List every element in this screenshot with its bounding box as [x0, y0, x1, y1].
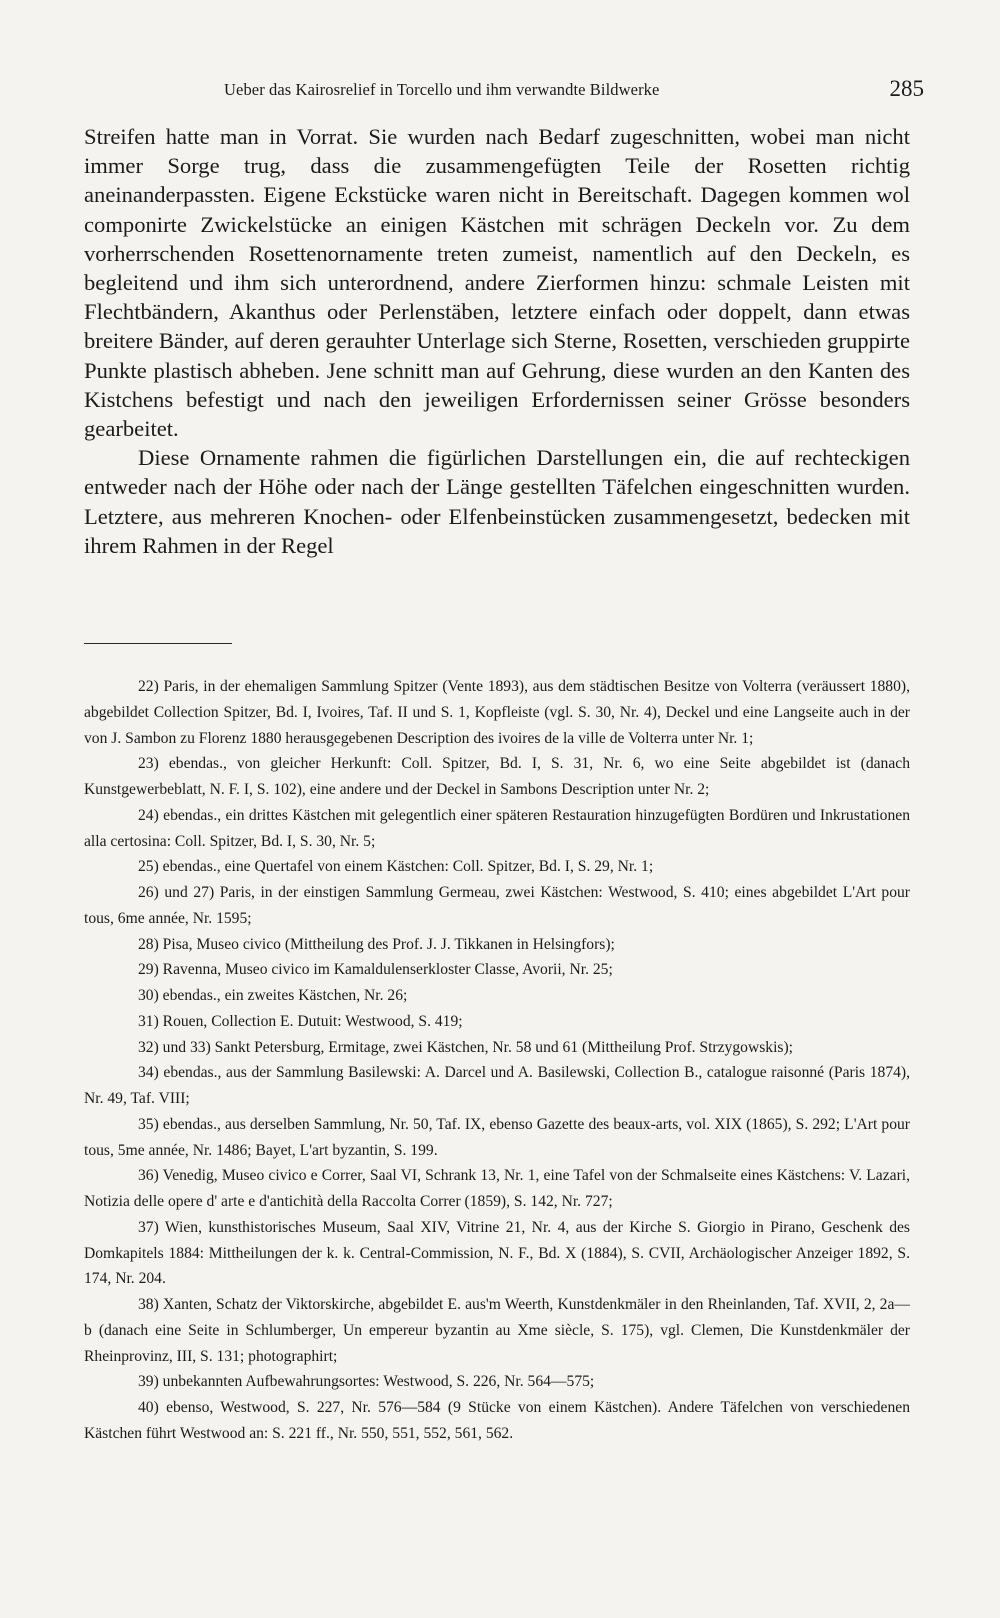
running-header — [84, 78, 924, 106]
page-number: 285 — [889, 76, 924, 101]
footnote: 32) und 33) Sankt Petersburg, Ermitage, zwei Kästchen, Nr. 58 und 61 (Mittheilung Prof. Strzygowskis); — [138, 1038, 793, 1056]
body-paragraph: Diese Ornamente rahmen die figürlichen Darstellungen ein, die auf rechteckigen entweder nach der Höhe oder nach der Länge gestellten Täfelchen eingeschnitten wurden. Letztere, aus mehreren Knochen- oder Elfenbeinstücken zusammengesetzt, bedecken mit ihrem Rahmen in der Regel — [84, 445, 910, 558]
footnote: 23) ebendas., von gleicher Herkunft: Coll. Spitzer, Bd. I, S. 31, Nr. 6, wo eine Seite abgebildet ist (danach Kunstgewerbeblatt, N. F. I, S. 102), eine andere und der Deckel in Sambons Description unter Nr. 2; — [84, 755, 910, 798]
footnote: 36) Venedig, Museo civico e Correr, Saal VI, Schrank 13, Nr. 1, eine Tafel von der Schmalseite eines Kästchens: V. Lazari, Notizia delle opere d' arte e d'antichità della Raccolta Correr (1859), S. 142, Nr. 727; — [84, 1167, 910, 1210]
footnote: 35) ebendas., aus derselben Sammlung, Nr. 50, Taf. IX, ebenso Gazette des beaux-arts, vol. XIX (1865), S. 292; L'Art pour tous, 5me année, Nr. 1486; Bayet, L'art byzantin, S. 199. — [84, 1115, 910, 1159]
footnote: 30) ebendas., ein zweites Kästchen, Nr. 26; — [138, 987, 408, 1004]
footnote: 31) Rouen, Collection E. Dutuit: Westwood, S. 419; — [138, 1012, 463, 1030]
footnote: 37) Wien, kunsthistorisches Museum, Saal XIV, Vitrine 21, Nr. 4, aus der Kirche S. Giorgio in Pirano, Geschenk des Domkapitels 1884: Mittheilungen der k. k. Central-Commission, N. F., Bd. X (1884), S. CVII, Archäologischer Anzeiger 1892, S. 174, Nr. 204. — [84, 1218, 910, 1288]
footnote: 29) Ravenna, Museo civico im Kamaldulenserkloster Classe, Avorii, Nr. 25; — [138, 961, 613, 979]
footnote: 26) und 27) Paris, in der einstigen Sammlung Germeau, zwei Kästchen: Westwood, S. 410; eines abgebildet L'Art pour tous, 6me année, Nr. 1595; — [84, 884, 910, 927]
main-text — [84, 122, 910, 560]
footnote: 24) ebendas., ein drittes Kästchen mit gelegentlich einer späteren Restauration hinzugefügten Bordüren und Inkrustationen alla certosina: Coll. Spitzer, Bd. I, S. 30, Nr. 5; — [84, 806, 910, 850]
footnote: 34) ebendas., aus der Sammlung Basilewski: A. Darcel und A. Basilewski, Collection B., catalogue raisonné (Paris 1874), Nr. 49, Taf. VIII; — [84, 1064, 910, 1107]
footnotes — [84, 674, 910, 1447]
footnote: 38) Xanten, Schatz der Viktorskirche, abgebildet E. aus'm Weerth, Kunstdenkmäler in den Rheinlanden, Taf. XVII, 2, 2a—b (danach eine Seite in Schlumberger, Un empereur byzantin au Xme siècle, S. 175), vgl. Clemen, Die Kunstdenkmäler der Rheinprovinz, III, S. 131; photographirt; — [84, 1296, 910, 1365]
footnote: 28) Pisa, Museo civico (Mittheilung des Prof. J. J. Tikkanen in Helsingfors); — [138, 935, 615, 953]
footnote: 22) Paris, in der ehemaligen Sammlung Spitzer (Vente 1893), aus dem städtischen Besitze von Volterra (veräussert 1880), abgebildet Collection Spitzer, Bd. I, Ivoires, Taf. II und S. 1, Kopfleiste (vgl. S. 30, Nr. 4), Deckel und eine Langseite auch in der von J. Sambon zu Florenz 1880 herausgegebenen Description des ivoires de la ville de Volterra unter Nr. 1; — [84, 678, 910, 747]
footnote: 40) ebenso, Westwood, S. 227, Nr. 576—584 (9 Stücke von einem Kästchen). Andere Täfelchen von verschiedenen Kästchen führt Westwood an: S. 221 ff., Nr. 550, 551, 552, 561, 562. — [84, 1399, 910, 1442]
footnote: 25) ebendas., eine Quertafel von einem Kästchen: Coll. Spitzer, Bd. I, S. 29, Nr. 1; — [138, 858, 654, 876]
running-title: Ueber das Kairosrelief in Torcello und ihm verwandte Bildwerke — [224, 80, 660, 99]
footnote: 39) unbekannten Aufbewahrungsortes: Westwood, S. 226, Nr. 564—575; — [138, 1373, 595, 1391]
footnote-separator — [84, 643, 232, 644]
body-paragraph: Streifen hatte man in Vorrat. Sie wurden nach Bedarf zugeschnitten, wobei man nicht immer Sorge trug, dass die zusammengefügten Teile der Rosetten richtig aneinanderpassten. Eigene Eckstücke waren nicht in Bereitschaft. Dagegen kommen wol componirte Zwickelstücke an einigen Kästchen mit schrägen Deckeln vor. Zu dem vorherrschenden Rosettenornamente treten zumeist, namentlich auf den Deckeln, es begleitend und ihm sich unterordnend, andere Zierformen hinzu: schmale Leisten mit Flechtbändern, Akanthus oder Perlenstäben, letztere einfach oder doppelt, dann etwas breitere Bänder, auf deren gerauhter Unterlage sich Sterne, Rosetten, verschieden gruppirte Punkte plastisch abheben. Jene schnitt man auf Gehrung, diese wurden an den Kanten des Kistchens befestigt und nach den jeweiligen Erfordernissen seiner Grösse besonders gearbeitet. — [84, 124, 910, 442]
